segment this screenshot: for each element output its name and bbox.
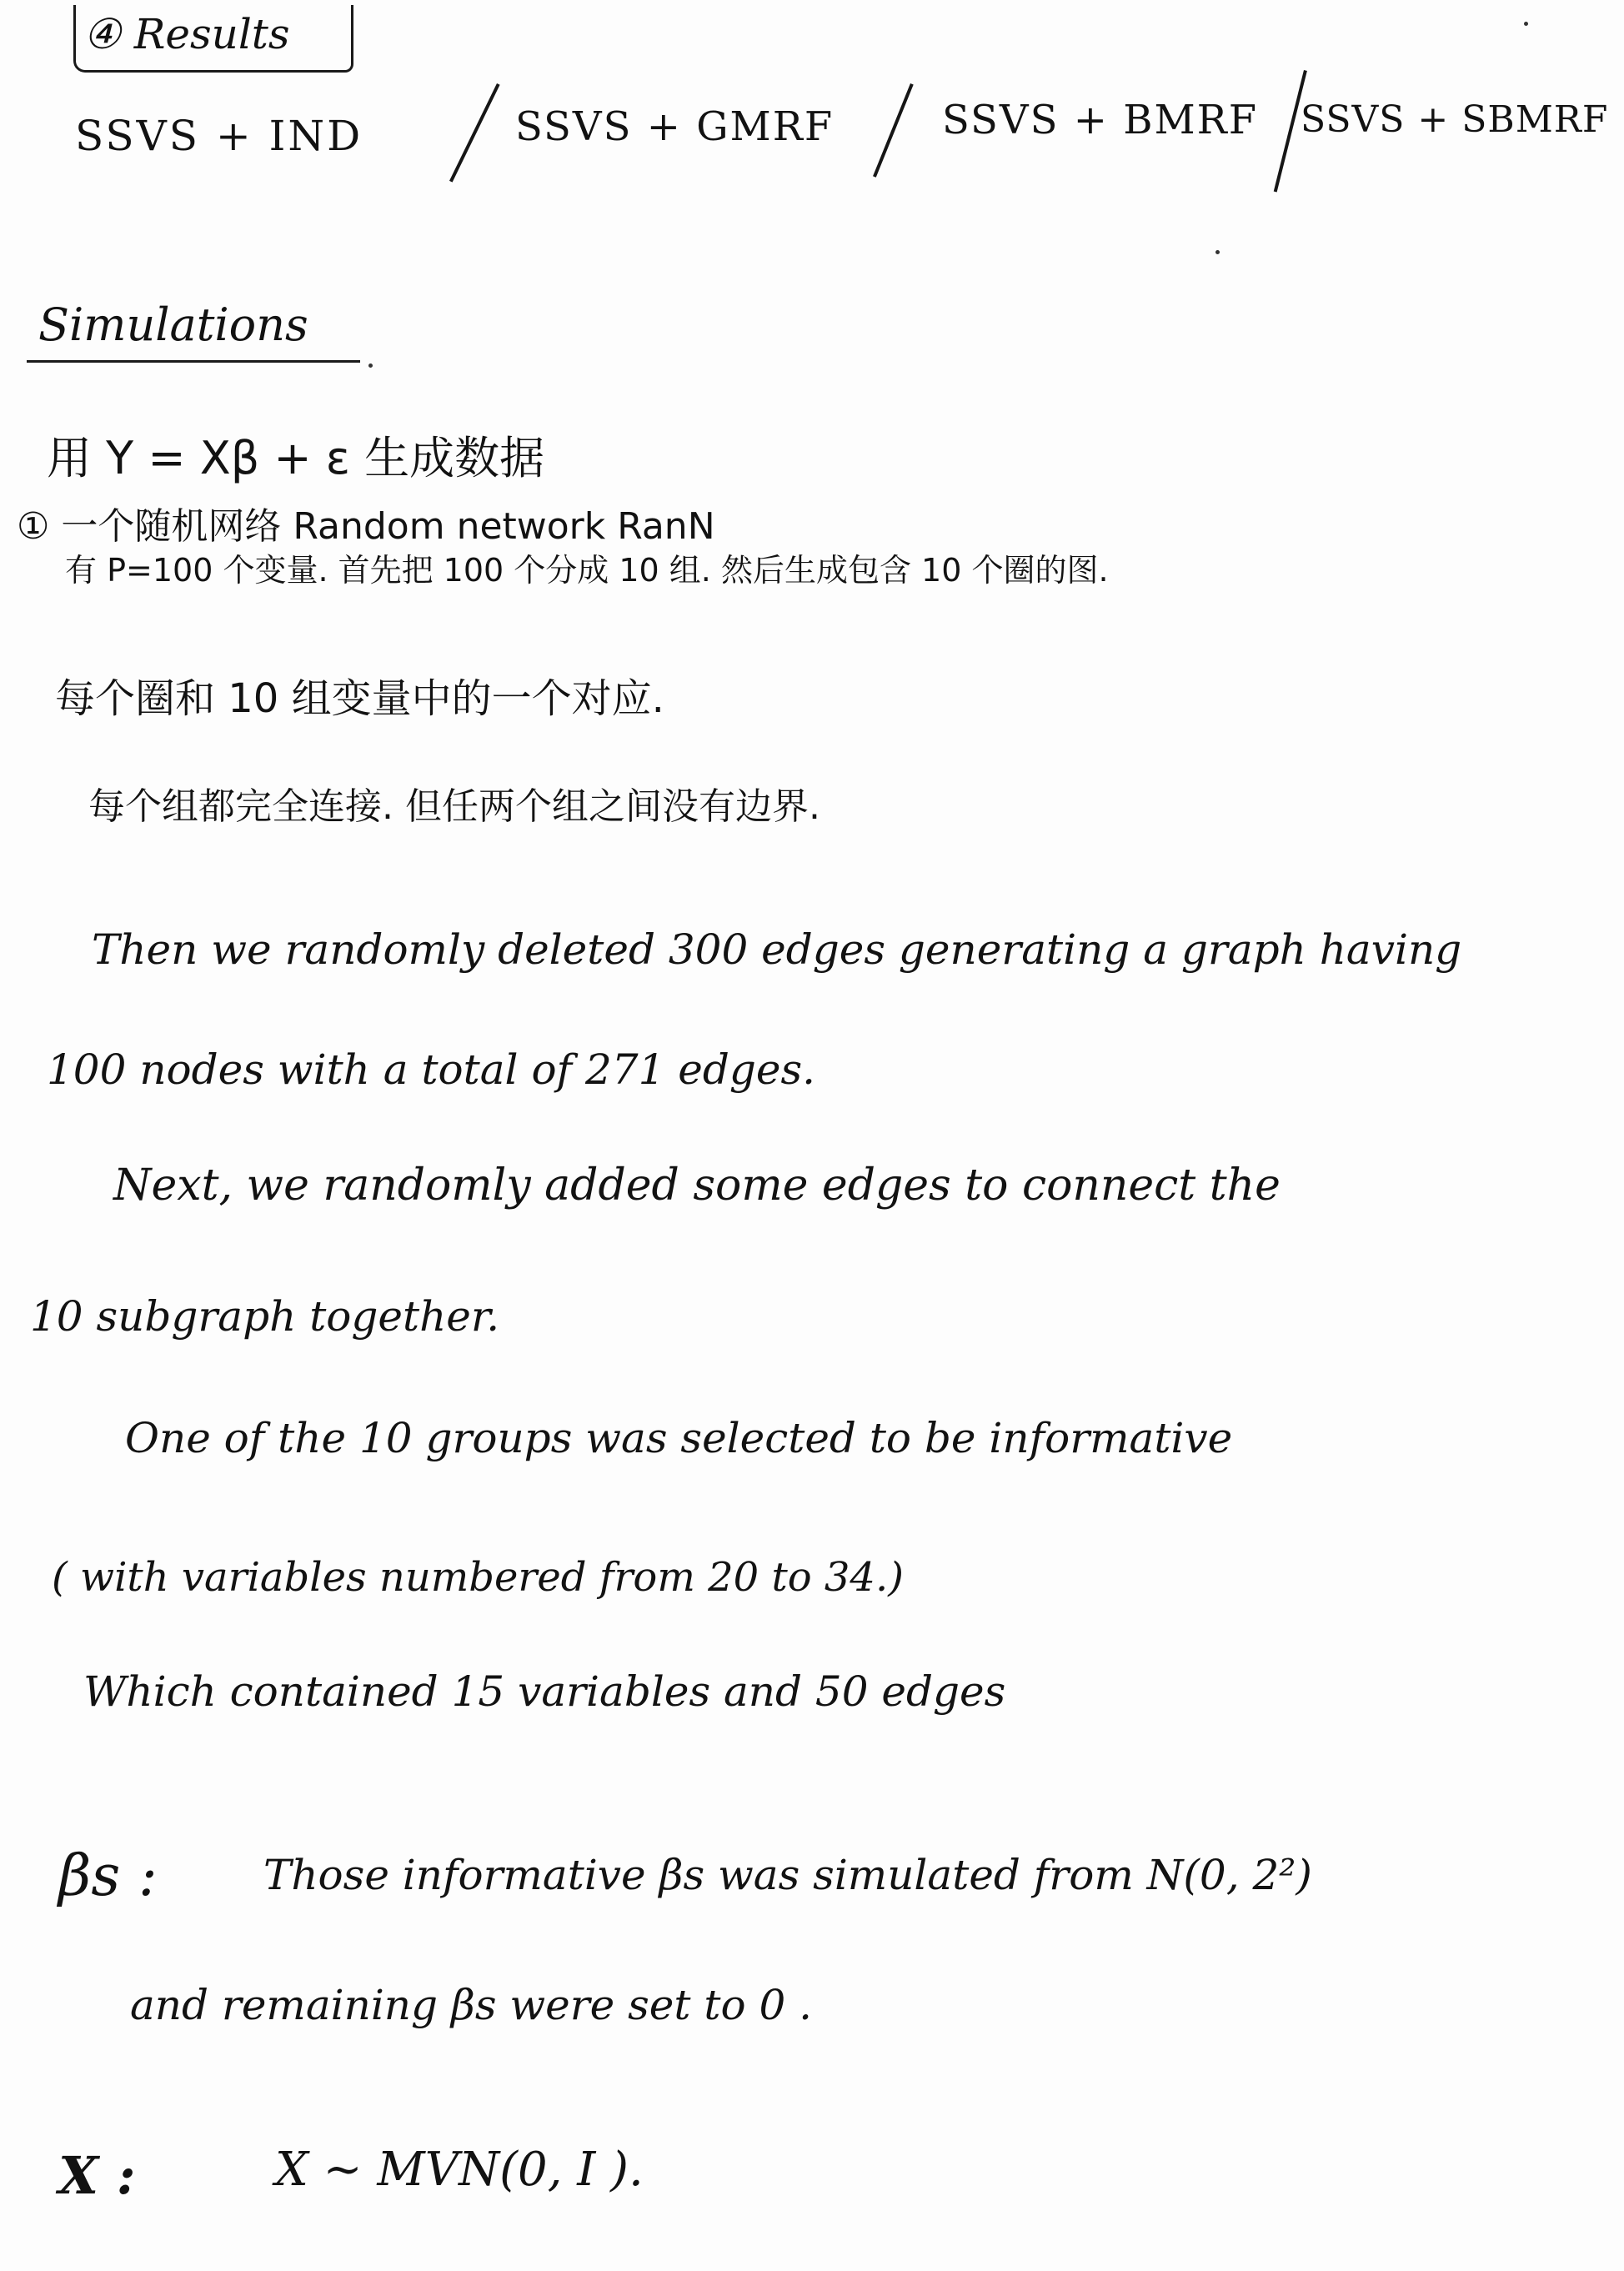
simulations-underline (27, 360, 360, 363)
method-ssvs-gmrf: SSVS + GMRF (515, 103, 835, 150)
random-network-line: ① 一个随机网络 Random network RanN (17, 505, 715, 548)
description-line: 100 nodes with a total of 271 edges. (47, 1045, 816, 1094)
ink-speck (1215, 250, 1220, 254)
description-line: 有 P=100 个变量. 首先把 100 个分成 10 组. 然后生成包含 10 个圈的图. (65, 552, 1109, 589)
method-separator (449, 83, 500, 183)
simulations-heading: Simulations (38, 298, 308, 351)
description-line: Which contained 15 variables and 50 edges (83, 1667, 1006, 1716)
description-line: 10 subgraph together. (30, 1292, 500, 1341)
method-separator (873, 83, 914, 178)
model-equation-line: 用 Y = Xβ + ε 生成数据 (47, 432, 545, 484)
method-ssvs-ind: SSVS + IND (75, 112, 363, 160)
description-line: One of the 10 groups was selected to be informative (125, 1414, 1233, 1462)
ink-speck (368, 363, 373, 368)
beta-description-line: Those informative βs was simulated from N(0, 2²) (263, 1851, 1312, 1899)
method-ssvs-sbmrf: SSVS + SBMRF (1301, 98, 1609, 141)
results-section-label: ④ Results (83, 10, 290, 58)
ink-speck (1524, 22, 1528, 26)
description-line: 每个圈和 10 组变量中的一个对应. (55, 675, 664, 722)
beta-symbol: βs : (58, 1843, 158, 1909)
description-line: 每个组都完全连接. 但任两个组之间没有边界. (88, 785, 820, 828)
description-line: Then we randomly deleted 300 edges generating a graph having (92, 925, 1462, 974)
x-symbol: X : (58, 2145, 136, 2206)
description-line: Next, we randomly added some edges to connect the (113, 1161, 1281, 1211)
x-distribution-line: X ~ MVN(0, I ). (275, 2143, 644, 2197)
description-line: ( with variables numbered from 20 to 34.) (52, 1554, 904, 1601)
method-ssvs-bmrf: SSVS + BMRF (942, 97, 1259, 143)
beta-description-line: and remaining βs were set to 0 . (130, 1981, 813, 2029)
